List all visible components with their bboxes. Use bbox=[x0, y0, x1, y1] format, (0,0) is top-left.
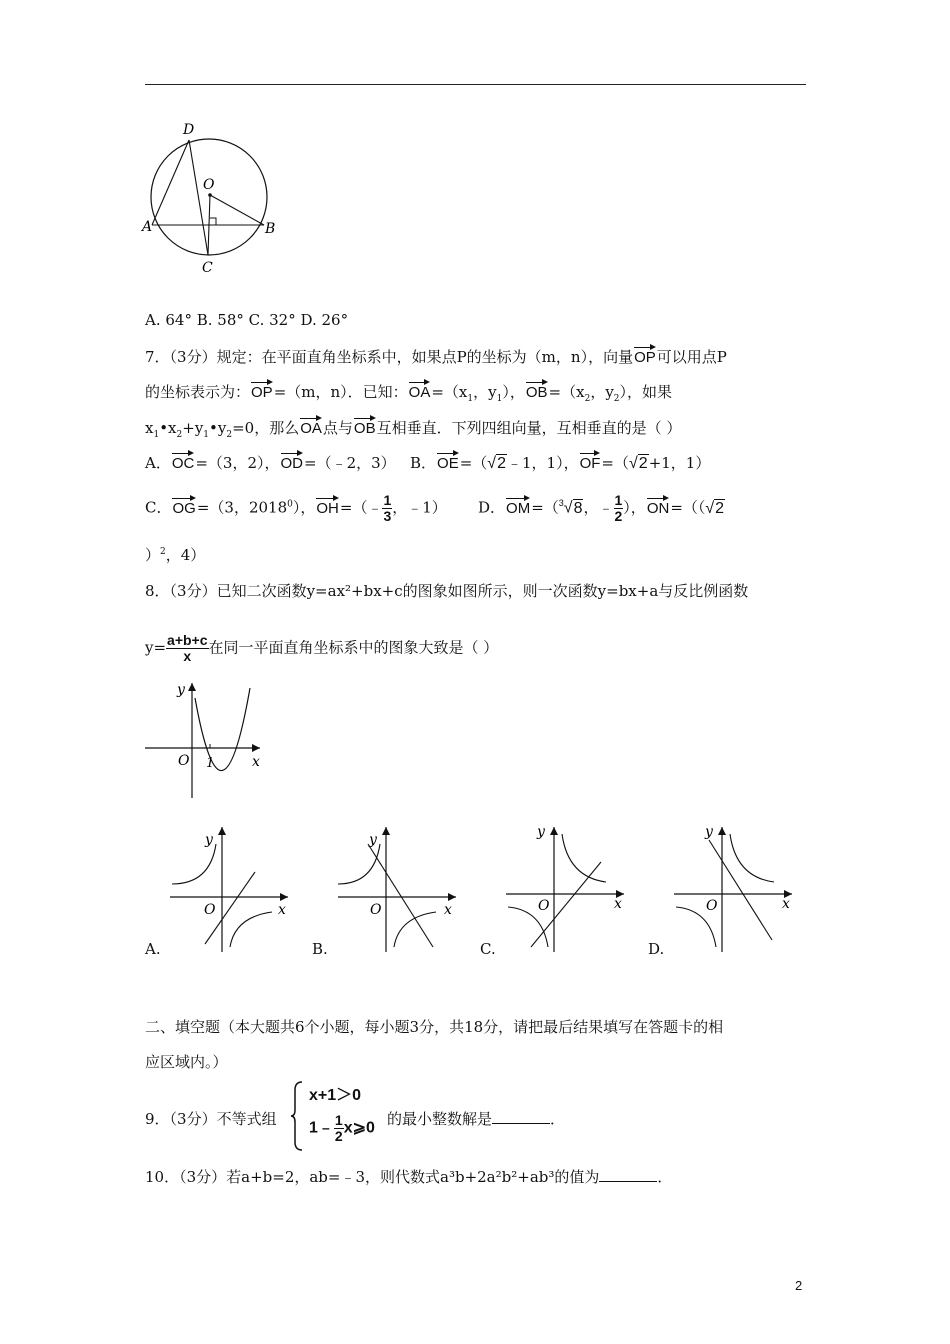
option-text: =（（ bbox=[670, 498, 706, 517]
option-text: ）， bbox=[623, 498, 646, 517]
option-text: =（ bbox=[601, 454, 629, 472]
option-text: =（3，2018 bbox=[196, 498, 288, 517]
option-text: ，﹣1） bbox=[392, 498, 447, 517]
option-text: +1，1） bbox=[648, 454, 711, 472]
svg-text:x: x bbox=[252, 754, 260, 770]
vector-OG: OG bbox=[172, 499, 196, 517]
q9-prefix: 9．（3分）不等式组 bbox=[145, 1110, 277, 1128]
vector-OB: OB bbox=[353, 420, 376, 437]
q7-option-B bbox=[410, 452, 710, 473]
q7-text: •y bbox=[209, 419, 227, 437]
svg-text:O: O bbox=[538, 898, 550, 914]
q7-line2: 的坐标表示为：OP=（m，n）．已知：$OA=(x_1$，$y_1$），$OB=(x_2$，$y_2$），如果 bbox=[145, 383, 673, 404]
answer-blank[interactable] bbox=[492, 1111, 550, 1124]
cube-root-8: $^3$√8 bbox=[558, 498, 583, 517]
option-text: ﹣1，1）， bbox=[506, 454, 579, 472]
brace-icon bbox=[291, 1080, 303, 1152]
q7-option-C bbox=[145, 493, 447, 524]
q7-text: 可以用点P bbox=[656, 348, 727, 366]
q7-text: 的坐标表示为： bbox=[145, 383, 251, 401]
q9-suffix: 的最小整数解是 ． bbox=[387, 1110, 566, 1128]
svg-text:x: x bbox=[782, 896, 790, 912]
q7-line3: $x_1•x_2+y_1•y_2=0$，那么OA点与OB互相垂直．下列四组向量，互相垂直的是（ ） bbox=[145, 419, 682, 440]
label-O: O bbox=[203, 177, 215, 193]
vector-ON: ON bbox=[646, 499, 670, 517]
q8-line2 bbox=[145, 633, 498, 664]
svg-text:O: O bbox=[204, 902, 216, 918]
option-text: =（﹣2，3） bbox=[304, 454, 396, 472]
q7-text: ，y bbox=[590, 383, 614, 401]
option-label: D． bbox=[478, 498, 506, 517]
option-text: =（ bbox=[459, 454, 488, 472]
parabola-curve bbox=[195, 688, 250, 771]
q9-inequality-1: x+1＞0 bbox=[309, 1087, 362, 1104]
q7-text: 互相垂直．下列四组向量，互相垂直的是（ ） bbox=[376, 419, 682, 437]
svg-text:O: O bbox=[178, 753, 190, 769]
svg-text:O: O bbox=[370, 902, 382, 918]
svg-text:O: O bbox=[706, 898, 718, 914]
option-text: ）， bbox=[292, 498, 316, 517]
q9-inequality-2: 1﹣ $\frac{1}{2}$ x⩾0 bbox=[309, 1112, 375, 1144]
q7-option-D-cont bbox=[145, 544, 205, 565]
vector-OB: OB bbox=[525, 384, 548, 401]
q7-text: x bbox=[145, 419, 154, 437]
fraction-1-2: $\frac{1}{2}$ bbox=[614, 492, 623, 524]
option-text: =（3，2）， bbox=[195, 454, 280, 472]
graph-A bbox=[170, 827, 288, 952]
q8-line1: 8．（3分）已知二次函数y=ax²+bx+c的图象如图所示，则一次函数y=bx+a与反比例函数 bbox=[145, 582, 749, 600]
svg-text:1: 1 bbox=[206, 756, 215, 771]
exponent: 2 bbox=[160, 547, 166, 557]
q6-options: A. 64° B. 58° C. 32° D. 26° bbox=[145, 311, 349, 329]
svg-text:y: y bbox=[177, 682, 185, 698]
label-D: D bbox=[183, 122, 195, 138]
page-number: 2 bbox=[795, 1278, 803, 1293]
option-B-label: B. bbox=[312, 940, 328, 958]
q7-text: •x bbox=[159, 419, 177, 437]
svg-text:y: y bbox=[369, 832, 377, 848]
q7-option-D bbox=[478, 493, 725, 524]
q10-text: 10．（3分）若a+b=2，ab=﹣3，则代数式a³b+2a²b²+ab³的值为 ． bbox=[145, 1168, 673, 1186]
svg-text:y: y bbox=[205, 832, 213, 848]
vector-OC: OC bbox=[171, 455, 195, 472]
vector-OP: OP bbox=[251, 384, 273, 401]
q7-text: =（x bbox=[431, 383, 468, 401]
option-text: =（﹣ bbox=[339, 498, 383, 517]
svg-text:x: x bbox=[278, 902, 286, 918]
graph-B bbox=[338, 827, 456, 952]
option-D-label: D. bbox=[648, 940, 665, 958]
q7-line1 bbox=[145, 346, 727, 367]
option-text: ，4） bbox=[165, 546, 206, 564]
svg-text:y: y bbox=[705, 824, 713, 840]
right-angle-mark bbox=[210, 218, 216, 225]
segment-OB bbox=[210, 195, 264, 225]
option-text: ） bbox=[145, 546, 161, 564]
vector-OP: OP bbox=[634, 349, 656, 366]
vector-OF: OF bbox=[579, 455, 601, 472]
section-heading-line1: 二、填空题（本大题共6个小题，每小题3分，共18分，请把最后结果填写在答题卡的相 bbox=[145, 1018, 724, 1036]
section-heading-line2: 应区域内。） bbox=[145, 1053, 228, 1071]
answer-blank[interactable] bbox=[599, 1169, 657, 1182]
option-C-label: C. bbox=[480, 940, 496, 958]
sqrt-2: √2 bbox=[629, 455, 648, 472]
q8-text: y= bbox=[145, 638, 167, 657]
vector-OE: OE bbox=[437, 455, 459, 472]
svg-text:x: x bbox=[614, 896, 622, 912]
circle-figure bbox=[140, 118, 290, 276]
q7-text: =（x bbox=[548, 383, 585, 401]
q7-text: ）， bbox=[502, 383, 525, 401]
q7-text: =（m，n）．已知： bbox=[273, 383, 408, 401]
q7-text: 7．（3分）规定：在平面直角坐标系中，如果点P的坐标为（m，n），向量 bbox=[145, 348, 634, 366]
vector-OM: OM bbox=[506, 499, 531, 517]
fraction-1-3: $\frac{1}{3}$ bbox=[383, 492, 392, 524]
header-rule bbox=[145, 84, 806, 85]
label-B: B bbox=[265, 221, 276, 237]
q7-text: ，y bbox=[473, 383, 497, 401]
vector-OA: OA bbox=[408, 384, 431, 401]
q8-text: 在同一平面直角坐标系中的图象大致是（ ） bbox=[208, 638, 499, 657]
graph-C bbox=[506, 824, 624, 952]
svg-text:y: y bbox=[537, 824, 545, 840]
option-label: B． bbox=[410, 454, 437, 472]
q7-option-A bbox=[145, 452, 396, 473]
svg-text:x: x bbox=[444, 902, 452, 918]
label-C: C bbox=[202, 260, 213, 276]
center-point bbox=[208, 193, 212, 197]
q7-text: ），如果 bbox=[619, 383, 673, 401]
q7-text: 点与 bbox=[322, 419, 353, 437]
option-label: A． bbox=[145, 454, 171, 472]
parabola-graph bbox=[140, 678, 270, 803]
segment-AD bbox=[152, 140, 189, 225]
q7-text: +y bbox=[182, 419, 204, 437]
label-A: A bbox=[142, 219, 153, 235]
option-label: C． bbox=[145, 498, 172, 517]
segment-DC bbox=[189, 140, 208, 255]
option-text: =（ bbox=[531, 498, 559, 517]
vector-OA: OA bbox=[300, 420, 322, 437]
exponent: 0 bbox=[287, 499, 293, 510]
fraction-1-2: $\frac{1}{2}$ bbox=[334, 1112, 343, 1144]
vector-OD: OD bbox=[280, 455, 303, 472]
q7-text: =0，那么 bbox=[232, 419, 300, 437]
sqrt-2: √2 bbox=[487, 455, 506, 472]
option-text: ，﹣ bbox=[583, 498, 614, 517]
option-A-label: A. bbox=[145, 940, 161, 958]
fraction-abc-x: $\frac{a+b+c}{x}$ bbox=[167, 632, 208, 664]
graph-D bbox=[674, 824, 792, 952]
vector-OH: OH bbox=[316, 499, 339, 517]
sqrt-2: √2 bbox=[705, 499, 725, 517]
